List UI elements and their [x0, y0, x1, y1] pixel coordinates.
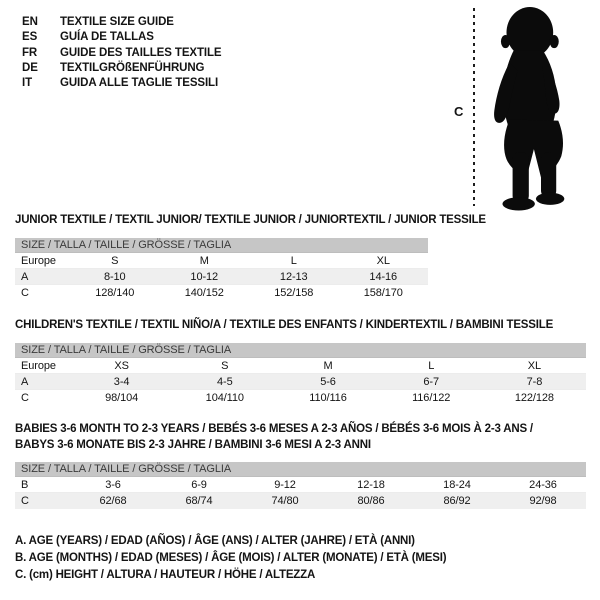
- height-cell: 152/158: [274, 287, 314, 299]
- footnote-a: A. AGE (YEARS) / EDAD (AÑOS) / ÂGE (ANS) / ALTER (JAHRE) / ETÀ (ANNI): [15, 535, 415, 547]
- babies-size-table: [15, 462, 586, 509]
- row-label: B: [21, 479, 29, 491]
- row-label: A: [21, 271, 29, 283]
- height-cell: 86/92: [443, 495, 471, 507]
- size-cell: M: [199, 255, 209, 267]
- language-code: IT: [22, 77, 33, 90]
- age-cell: 8-10: [103, 271, 126, 283]
- height-measure-line: [473, 8, 475, 206]
- language-row-en: [22, 15, 222, 30]
- row-label: C: [21, 392, 29, 404]
- height-cell: 80/86: [357, 495, 385, 507]
- months-cell: 3-6: [105, 479, 121, 491]
- footnotes: [15, 533, 446, 584]
- size-cell: XL: [376, 255, 390, 267]
- table-row-europe: [15, 358, 586, 374]
- language-code: DE: [22, 61, 38, 74]
- height-cell: 116/122: [412, 392, 451, 404]
- language-guide-list: [22, 15, 222, 91]
- months-cell: 12-18: [357, 479, 385, 491]
- size-cell: XS: [114, 360, 129, 372]
- age-cell: 10-12: [190, 271, 219, 283]
- size-cell: S: [221, 360, 229, 372]
- months-cell: 6-9: [191, 479, 207, 491]
- table-row-height: [15, 390, 586, 406]
- baby-silhouette-icon: [485, 4, 597, 212]
- height-cell: 140/152: [184, 287, 224, 299]
- language-title: TEXTILGRÖßENFÜHRUNG: [60, 61, 205, 74]
- height-measure-label: C: [454, 104, 464, 119]
- height-cell: 98/104: [105, 392, 139, 404]
- language-code: FR: [22, 46, 38, 59]
- language-title: GUIDA ALLE TAGLIE TESSILI: [60, 77, 219, 90]
- footnote-c: C. (cm) HEIGHT / ALTURA / HAUTEUR / HÖHE / ALTEZZA: [15, 569, 316, 581]
- row-label: Europe: [21, 255, 56, 267]
- babies-section-title-line2: BABYS 3-6 MONATE BIS 2-3 JAHRE / BAMBINI 3-6 MESI A 2-3 ANNI: [15, 439, 371, 451]
- age-cell: 7-8: [526, 376, 543, 388]
- children-size-table: [15, 343, 586, 406]
- height-cell: 104/110: [205, 392, 244, 404]
- height-cell: 122/128: [514, 392, 554, 404]
- language-row-fr: [22, 46, 222, 61]
- language-title: TEXTILE SIZE GUIDE: [60, 16, 174, 28]
- babies-section-title-line1: BABIES 3-6 MONTH TO 2-3 YEARS / BEBÉS 3-6 MESES A 2-3 AÑOS / BÉBÉS 3-6 MOIS À 2-3 ANS /: [15, 423, 533, 435]
- language-code: EN: [22, 16, 38, 28]
- size-header-bar: SIZE / TALLA / TAILLE / GRÖSSE / TAGLIA: [15, 462, 586, 477]
- height-cell: 110/116: [309, 392, 347, 404]
- row-label: Europe: [21, 360, 56, 372]
- height-cell: 74/80: [271, 495, 299, 507]
- size-header-bar: SIZE / TALLA / TAILLE / GRÖSSE / TAGLIA: [15, 343, 586, 358]
- table-row-months: [15, 477, 586, 493]
- age-cell: 4-5: [217, 376, 233, 388]
- height-cell: 128/140: [95, 287, 135, 299]
- footnote-b: B. AGE (MONTHS) / EDAD (MESES) / ÂGE (MOIS) / ALTER (MONATE) / ETÀ (MESI): [15, 552, 447, 564]
- row-label: C: [21, 287, 29, 299]
- language-row-es: [22, 30, 222, 45]
- size-cell: S: [111, 255, 119, 267]
- row-label: A: [21, 376, 29, 388]
- height-cell: 158/170: [363, 287, 403, 299]
- table-row-height: [15, 285, 428, 301]
- size-cell: L: [290, 255, 297, 267]
- children-section-title: CHILDREN'S TEXTILE / TEXTIL NIÑO/A / TEXTILE DES ENFANTS / KINDERTEXTIL / BAMBINI TESSILE: [15, 319, 554, 331]
- size-header-bar: SIZE / TALLA / TAILLE / GRÖSSE / TAGLIA: [15, 238, 428, 253]
- table-row-age: [15, 374, 586, 390]
- age-cell: 14-16: [369, 271, 398, 283]
- height-cell: 68/74: [185, 495, 213, 507]
- language-code: ES: [22, 31, 38, 44]
- row-label: C: [21, 495, 29, 507]
- size-cell: L: [428, 360, 435, 372]
- language-title: GUIDE DES TAILLES TEXTILE: [60, 46, 222, 59]
- months-cell: 9-12: [274, 479, 296, 491]
- language-row-it: [22, 76, 222, 91]
- height-cell: 92/98: [529, 495, 557, 507]
- language-title: GUÍA DE TALLAS: [60, 31, 154, 44]
- table-row-height: [15, 493, 586, 509]
- age-cell: 12-13: [279, 271, 308, 283]
- age-cell: 5-6: [320, 376, 336, 388]
- months-cell: 24-36: [529, 479, 557, 491]
- height-cell: 62/68: [99, 495, 127, 507]
- table-row-age: [15, 269, 428, 285]
- age-cell: 6-7: [423, 376, 440, 388]
- months-cell: 18-24: [443, 479, 471, 491]
- junior-size-table: [15, 238, 428, 301]
- language-row-de: [22, 61, 222, 76]
- table-row-europe: [15, 253, 428, 269]
- age-cell: 3-4: [113, 376, 130, 388]
- size-cell: XL: [527, 360, 542, 372]
- junior-section-title: JUNIOR TEXTILE / TEXTIL JUNIOR/ TEXTILE JUNIOR / JUNIORTEXTIL / JUNIOR TESSILE: [15, 214, 486, 226]
- size-cell: M: [323, 360, 333, 372]
